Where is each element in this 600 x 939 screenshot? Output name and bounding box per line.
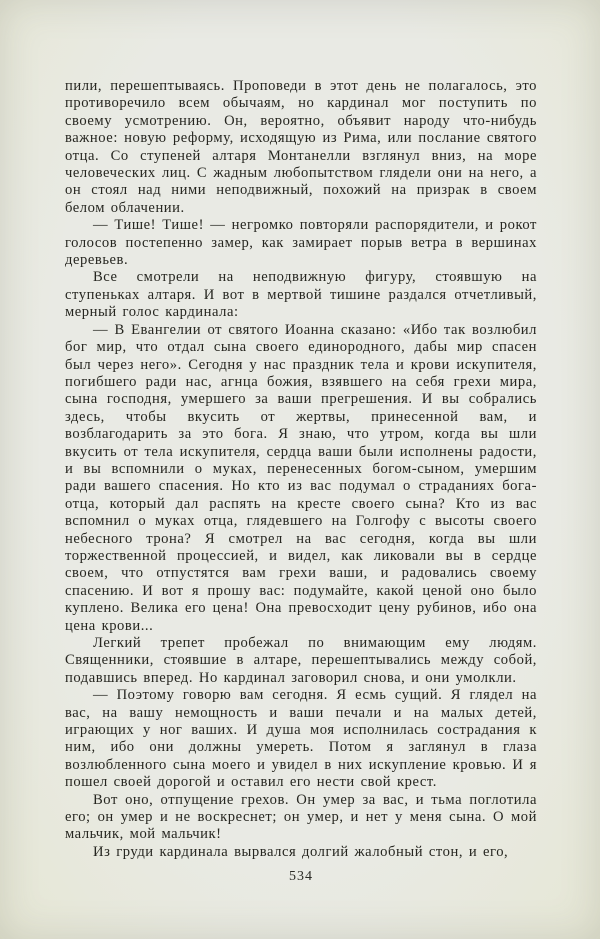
paragraph: — В Евангелии от святого Иоанна сказано: «Ибо так возлюбил бог мир, что отдал сына своего единородного, дабы мир спасен был через него». Сегодня у нас праздник тела и крови искупителя, погибшего ради нас, агнца божия, взявшего на себя грехи мира, сына господня, умершего за ваши прегрешения. И вы собрались здесь, чтобы вкусить от жертвы, принесенной вам, и возблагодарить за это бога. Я знаю, что утром, когда вы шли вкусить от тела искупителя, сердца ваши были исполнены радости, и вы вспомнили о муках, перенесенных богом-сыном, умершим ради вашего спасения. Но кто из вас подумал о страданиях бога-отца, который дал распять на кресте своего сына? Кто из вас вспомнил о муках отца, глядевшего на Голгофу с высоты своего небесного трона? Я смотрел на вас сегодня, когда вы шли торжественной процессией, и видел, как ликовали вы в сердце своем, что отпустятся вам грехи ваши, и радовались своему спасению. И вот я прошу вас: подумайте, какой ценой оно было куплено. Велика его цена! Она превосходит цену рубинов, ибо она цена крови... bbox=[65, 321, 537, 634]
page-number: 534 bbox=[289, 869, 313, 885]
paragraph: пили, перешептываясь. Проповеди в этот день не полагалось, это противоречило всем обычаям, но кардинал мог поступить по своему усмотрению. Он, вероятно, объявит народу что-нибудь важное: новую реформу, исходящую из Рима, или послание святого отца. Со ступеней алтаря Монтанелли взглянул вниз, на море человеческих лиц. С жадным любопытством глядели они на него, а он стоял над ними неподвижный, похожий на призрак в своем белом облачении. bbox=[65, 78, 537, 216]
paragraph: Все смотрели на неподвижную фигуру, стоявшую на ступеньках алтаря. И вот в мертвой тишине раздался отчетливый, мерный голос кардинала: bbox=[65, 269, 537, 321]
paragraph: Из груди кардинала вырвался долгий жалобный стон, и его, bbox=[93, 843, 509, 860]
paragraph: — Тише! Тише! — негромко повторяли распорядители, и рокот голосов постепенно замер, как замирает порыв ветра в вершинах деревьев. bbox=[65, 217, 537, 269]
paragraph: — Поэтому говорю вам сегодня. Я есмь сущий. Я глядел на вас, на вашу немощность и ваши печали и на малых детей, играющих у ног ваших. И душа моя исполнилась сострадания к ним, ибо они должны умереть. Потом я заглянул в глаза возлюбленного сына моего и увидел в них искупление кровью. И я пошел своей дорогой и оставил его нести свой крест. bbox=[65, 687, 537, 791]
paragraph: Вот оно, отпущение грехов. Он умер за вас, и тьма поглотила его; он умер и не воскреснет; он умер, и нет у меня сына. О мой мальчик, мой мальчик! bbox=[65, 791, 537, 843]
paragraph: Легкий трепет пробежал по внимающим ему людям. Священники, стоявшие в алтаре, перешептывались между собой, подавшись вперед. Но кардинал заговорил снова, и они умолкли. bbox=[65, 635, 537, 686]
text-block bbox=[65, 78, 537, 861]
